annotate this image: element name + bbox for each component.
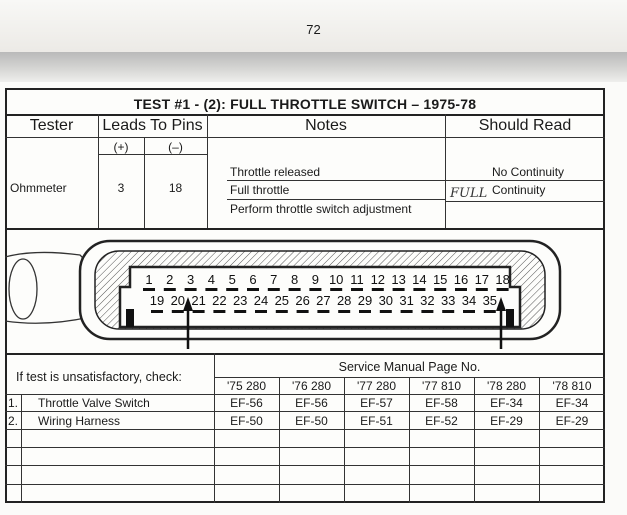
pin-contact-19: [151, 310, 163, 313]
pin-label-35: 35: [482, 293, 498, 308]
pin-label-31: 31: [399, 293, 414, 308]
header-tester: Tester: [29, 117, 74, 134]
item-1-page-77-280: EF-57: [360, 396, 393, 410]
pin-contact-2: [164, 288, 176, 291]
handwritten-annotation: FULL: [450, 186, 488, 201]
pin-contact-25: [276, 310, 288, 313]
item-2-page-75-280: EF-50: [230, 414, 263, 428]
pin-contact-30: [380, 310, 392, 313]
pin-label-13: 13: [391, 272, 406, 287]
pin-label-26: 26: [295, 293, 310, 308]
pin-contact-3: [185, 288, 197, 291]
pin-contact-7: [268, 288, 280, 291]
pin-contact-17: [476, 288, 488, 291]
pin-label-24: 24: [253, 293, 269, 308]
pin-label-23: 23: [232, 293, 248, 308]
pin-label-30: 30: [378, 293, 394, 308]
pin-label-34: 34: [461, 293, 477, 308]
item-1-name: Throttle Valve Switch: [38, 396, 150, 410]
col-77-810: '77 810: [422, 379, 461, 393]
item-rule-2: [5, 429, 605, 430]
pin-label-28: 28: [336, 293, 352, 308]
pin-label-32: 32: [420, 293, 435, 308]
column-header-rule: [5, 394, 605, 395]
header-plus: (+): [113, 140, 129, 154]
col-76-280: '76 280: [292, 379, 331, 393]
pin-contact-10: [330, 288, 342, 291]
item-1-page-75-280: EF-56: [230, 396, 263, 410]
item-1-page-76-280: EF-56: [295, 396, 328, 410]
pin-label-9: 9: [311, 272, 320, 287]
polarity-rule: [98, 154, 207, 155]
pin-label-33: 33: [440, 293, 456, 308]
pin-contact-26: [297, 310, 309, 313]
pin-contact-16: [455, 288, 467, 291]
header-rule: [5, 137, 605, 138]
pin-label-7: 7: [270, 272, 278, 287]
page-fold-shadow: [0, 52, 627, 82]
item-2-num: 2.: [8, 414, 19, 428]
pin-contact-12: [372, 288, 384, 291]
item-rule-3: [5, 447, 605, 448]
col-75-280: '75 280: [227, 379, 266, 393]
num-col-rule: [21, 394, 22, 503]
pin-contact-32: [421, 310, 433, 313]
pin-contact-23: [234, 310, 246, 313]
pin-contact-13: [393, 288, 405, 291]
reading-rule-2: [445, 201, 605, 202]
pin-contact-35: [484, 310, 496, 313]
item-2-page-77-810: EF-52: [425, 414, 458, 428]
lead-minus-value: 18: [168, 181, 183, 195]
pin-contact-14: [413, 288, 425, 291]
pin-contact-34: [463, 310, 475, 313]
pin-label-16: 16: [453, 272, 469, 287]
reading-row-2: Continuity: [492, 183, 546, 197]
tester-value: Ohmmeter: [10, 181, 67, 195]
title-rule: [5, 114, 605, 116]
pin-label-8: 8: [290, 272, 299, 287]
pin-label-18: 18: [495, 272, 510, 287]
pin-contact-5: [226, 288, 238, 291]
key-left: [126, 309, 134, 327]
pin-label-19: 19: [149, 293, 165, 308]
pin-label-4: 4: [207, 272, 216, 287]
col-78-810: '78 810: [552, 379, 592, 393]
header-should-read: Should Read: [478, 117, 572, 134]
pin-label-15: 15: [432, 272, 448, 287]
connector-diagram: [5, 229, 605, 353]
check-label: If test is unsatisfactory, check:: [16, 370, 182, 384]
pin-label-1: 1: [145, 272, 153, 287]
pin-label-11: 11: [350, 272, 364, 287]
pin-label-17: 17: [474, 272, 490, 287]
item-2-page-78-280: EF-29: [490, 414, 523, 428]
note-rule-2: [227, 199, 445, 200]
item-2-page-78-810: EF-29: [555, 414, 589, 428]
service-manual-header: Service Manual Page No.: [338, 360, 481, 374]
note-rule-1: [227, 180, 445, 181]
check-col-rule: [214, 353, 215, 503]
pin-label-20: 20: [170, 293, 186, 308]
pin-label-27: 27: [316, 293, 331, 308]
lead-plus-value: 3: [117, 181, 125, 195]
pin-contact-15: [434, 288, 446, 291]
diagram-bottom-rule: [5, 353, 605, 355]
pin-contact-20: [172, 310, 184, 313]
pin-contact-8: [289, 288, 301, 291]
pin-contact-21: [193, 310, 205, 313]
header-leads: Leads To Pins: [102, 117, 203, 134]
item-1-page-78-810: EF-34: [555, 396, 589, 410]
item-rule-5: [5, 484, 605, 485]
pin-label-29: 29: [357, 293, 373, 308]
pin-label-14: 14: [412, 272, 427, 287]
item-2-name: Wiring Harness: [38, 414, 121, 428]
page-number: 72: [306, 22, 321, 37]
col-78-280: '78 280: [487, 379, 526, 393]
item-1-page-78-280: EF-34: [490, 396, 523, 410]
pin-contact-6: [247, 288, 259, 291]
reading-rule-1: [445, 180, 605, 181]
test-title: TEST #1 - (2): FULL THROTTLE SWITCH – 1975-78: [133, 96, 477, 112]
pin-contact-31: [401, 310, 413, 313]
pin-contact-11: [351, 288, 363, 291]
note-row-1: Throttle released: [230, 165, 321, 179]
item-1-num: 1.: [8, 396, 19, 410]
pin-contact-18: [497, 288, 509, 291]
item-rule-4: [5, 465, 605, 466]
item-rule-1: [5, 411, 605, 412]
wire-bundle: [5, 252, 90, 323]
pin-label-3: 3: [186, 272, 195, 287]
pin-label-2: 2: [166, 272, 174, 287]
pin-contact-9: [309, 288, 321, 291]
pin-contact-22: [213, 310, 225, 313]
note-row-3: Perform throttle switch adjustment: [230, 202, 412, 216]
pin-label-21: 21: [191, 293, 206, 308]
pin-contact-24: [255, 310, 267, 313]
pin-contact-4: [205, 288, 217, 291]
header-notes: Notes: [305, 117, 347, 134]
item-2-page-77-280: EF-51: [360, 414, 393, 428]
pin-label-10: 10: [328, 272, 344, 287]
pin-contact-29: [359, 310, 371, 313]
col-77-280: '77 280: [357, 379, 396, 393]
reading-row-1: No Continuity: [492, 165, 565, 179]
pin-label-22: 22: [212, 293, 227, 308]
pin-label-5: 5: [228, 272, 236, 287]
pin-contact-27: [317, 310, 329, 313]
wire-bundle-end: [9, 259, 37, 319]
pin-contact-33: [442, 310, 454, 313]
pin-label-12: 12: [370, 272, 386, 287]
key-right: [506, 309, 514, 327]
pin-label-6: 6: [249, 272, 257, 287]
pin-contact-28: [338, 310, 350, 313]
note-row-2: Full throttle: [230, 183, 290, 197]
pin-contact-1: [143, 288, 155, 291]
item-2-page-76-280: EF-50: [295, 414, 328, 428]
item-1-page-77-810: EF-58: [425, 396, 458, 410]
pin-label-25: 25: [274, 293, 290, 308]
header-minus: (–): [168, 140, 183, 154]
